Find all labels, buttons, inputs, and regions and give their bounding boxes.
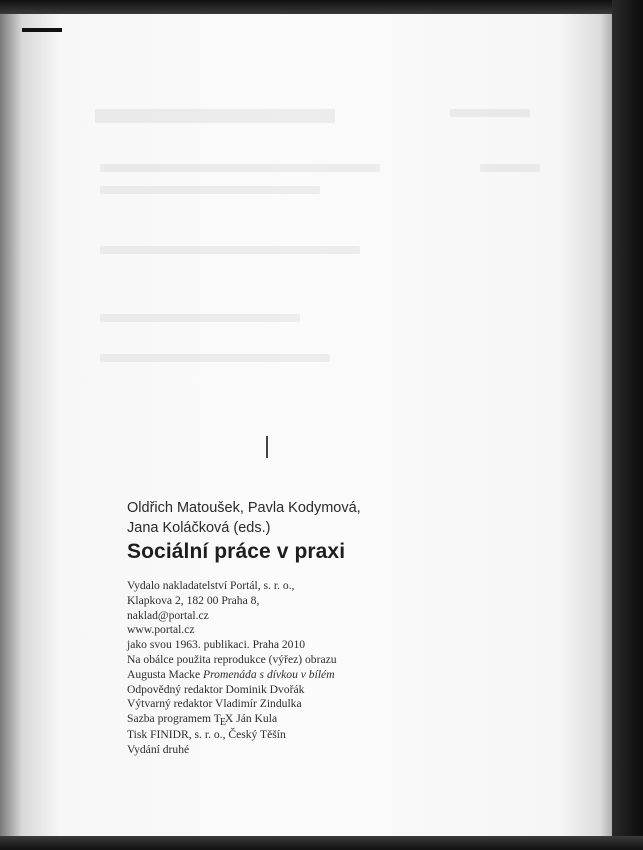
imprint-cover-note: Na obálce použita reprodukce (výřez) obrazu [127,652,337,666]
scan-top-edge [0,0,643,14]
editors [127,498,427,538]
scan-corner-mark [22,28,62,32]
editors-line-2: Jana Koláčková (eds.) [127,520,271,536]
show-through-text [100,164,380,172]
imprint-typesetting [127,712,447,728]
imprint-website: www.portal.cz [127,623,195,637]
show-through-text [480,164,540,172]
show-through-text [100,246,360,254]
imprint-publication-number: jako svou 1963. publikaci. Praha 2010 [127,638,306,652]
show-through-text [100,186,320,194]
tex-logo [213,712,234,729]
show-through-text [100,314,300,322]
imprint-address: Klapkova 2, 182 00 Praha 8, [127,593,260,607]
imprint-block [127,579,447,758]
book-page [0,14,612,836]
book-title: Sociální práce v praxi [127,540,346,563]
imprint-printer: Tisk FINIDR, s. r. o., Český Těšín [127,727,286,741]
imprint-email: naklad@portal.cz [127,608,209,622]
typesetter-name: Ján Kula [233,712,278,726]
artwork-title: Promenáda s dívkou v bílém [202,667,335,681]
imprint-editor: Odpovědný redaktor Dominik Dvořák [127,682,305,696]
imprint-art-editor: Výtvarný redaktor Vladimír Zindulka [127,697,302,711]
scan-right-edge [612,0,643,850]
tex-logo-t: T [213,712,221,726]
show-through-text [95,109,335,123]
tex-logo-e: E [219,717,226,729]
show-through-text [450,109,530,117]
artwork-author: Augusta Macke [127,667,203,681]
page-mark [266,436,268,458]
typesetting-prefix: Sazba programem [127,712,214,726]
show-through-text [100,354,330,362]
tex-logo-x: X [224,712,234,726]
scan-bottom-edge [0,836,643,850]
imprint-edition: Vydání druhé [127,742,190,756]
imprint-publisher: Vydalo nakladatelství Portál, s. r. o., [127,579,295,592]
editors-line-1: Oldřich Matoušek, Pavla Kodymová, [127,500,361,516]
imprint-cover-artwork [127,668,447,683]
